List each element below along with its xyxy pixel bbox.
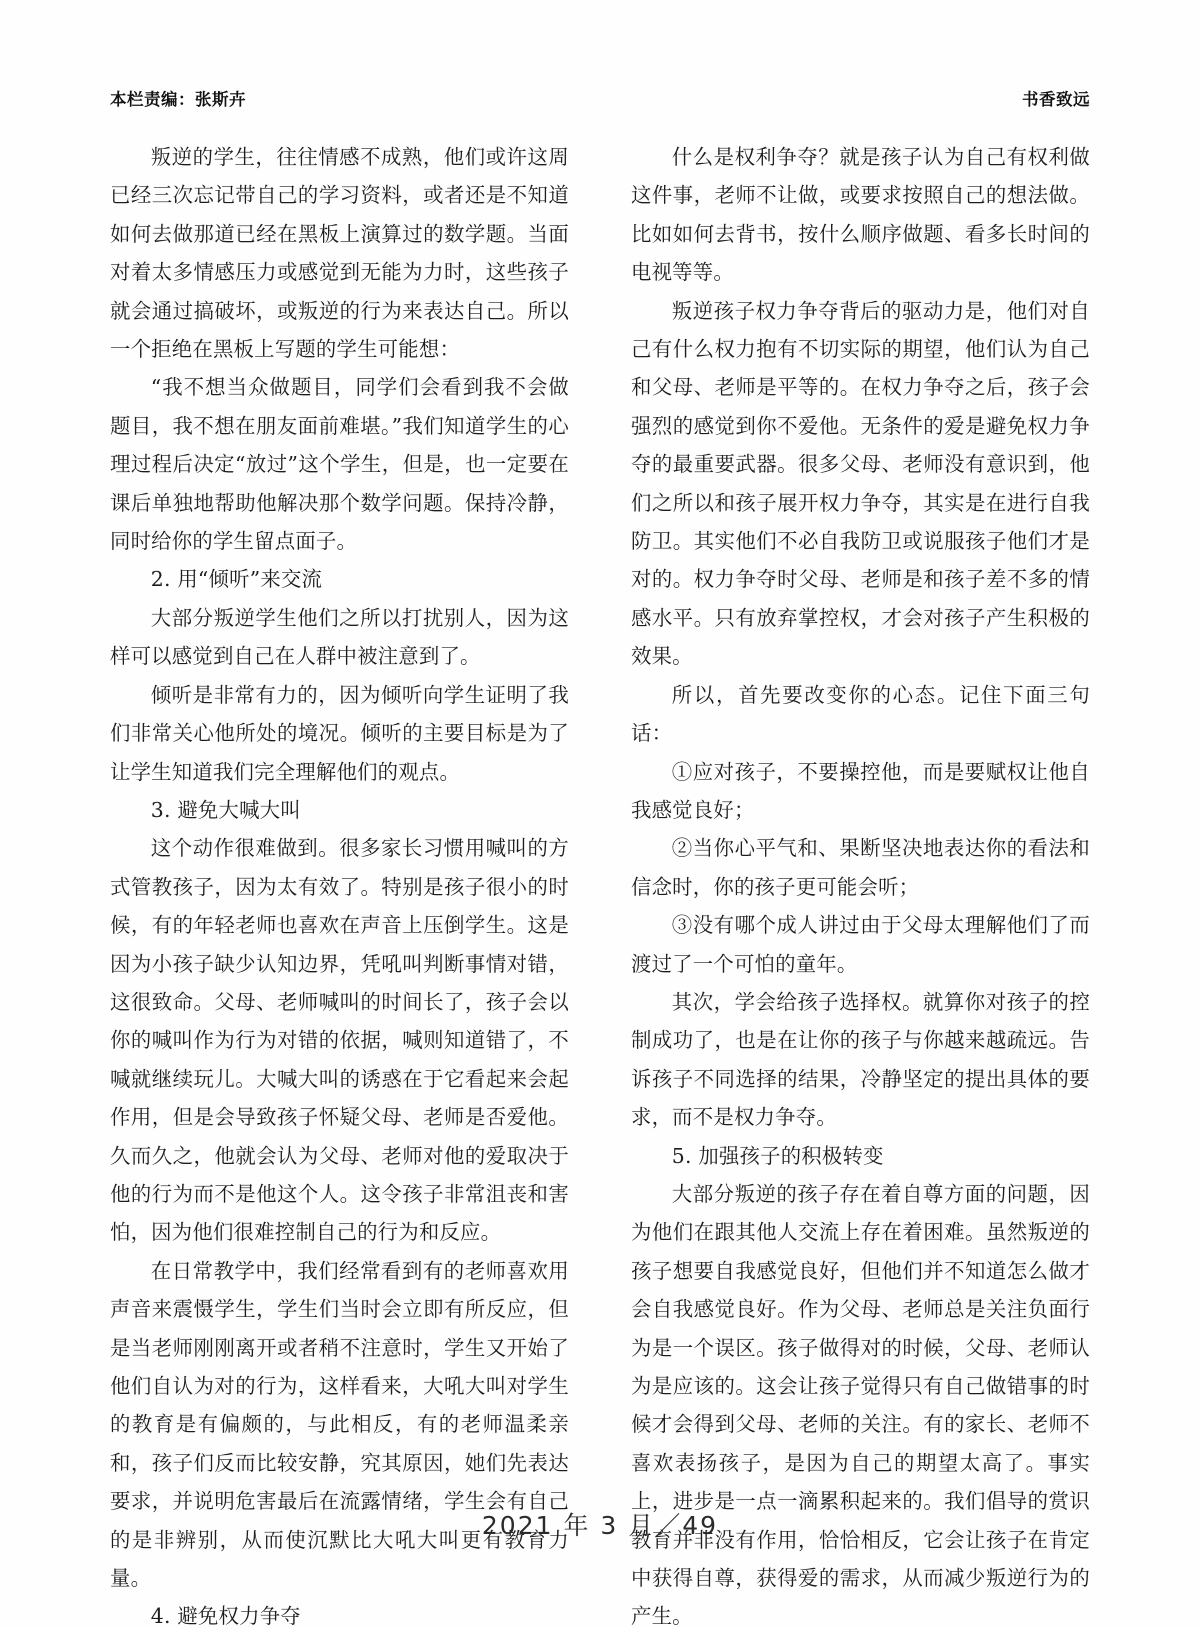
section-heading: 5. 加强孩子的积极转变 [671, 1143, 884, 1168]
running-head-section: 书香致远 [1022, 90, 1090, 109]
paragraph: 倾听是非常有力的，因为倾听向学生证明了我们非常关心他所处的境况。倾听的主要目标是为了让学生知道我们完全理解他们的观点。 [110, 682, 569, 784]
running-head-editor: 本栏责编：张斯卉 [110, 90, 246, 109]
list-item: ②当你心平气和、果断坚决地表达你的看法和信念时，你的孩子更可能会听； [631, 836, 1090, 899]
section-heading: 4. 避免权力争夺 [150, 1604, 301, 1629]
paragraph: 叛逆孩子权力争夺背后的驱动力是，他们对自己有什么权力抱有不切实际的期望，他们认为自己和父母、老师是平等的。在权力争夺之后，孩子会强烈的感觉到你不爱他。无条件的爱是避免权力争夺的最重要武器。很多父母、老师没有意识到，他们之所以和孩子展开权力争夺，其实是在进行自我防卫。其实他们不必自我防卫或说服孩子他们才是对的。权力争夺时父母、老师是和孩子差不多的情感水平。只有放弃掌控权，才会对孩子产生积极的效果。 [631, 298, 1090, 669]
left-column [110, 138, 569, 1629]
section-heading: 2. 用“倾听”来交流 [150, 567, 323, 592]
paragraph: 在日常教学中，我们经常看到有的老师喜欢用声音来震慑学生，学生们当时会立即有所反应，但是当老师刚刚离开或者稍不注意时，学生又开始了他们自认为对的行为，这样看来，大吼大叫对学生的教育是有偏颇的，与此相反，有的老师温柔亲和，孩子们反而比较安静，究其原因，她们先表达要求，并说明危害最后在流露情绪，学生会有自己的是非辨别，从而使沉默比大吼大叫更有教育力量。 [110, 1258, 569, 1591]
paragraph: 所以，首先要改变你的心态。记住下面三句话： [631, 682, 1090, 746]
paragraph: 这个动作很难做到。很多家长习惯用喊叫的方式管教孩子，因为太有效了。特别是孩子很小的时候，有的年轻老师也喜欢在声音上压倒学生。这是因为小孩子缺少认知边界，凭吼叫判断事情对错，这很致命。父母、老师喊叫的时间长了，孩子会以你的喊叫作为行为对错的依据，喊则知道错了，不喊就继续玩儿。大喊大叫的诱惑在于它看起来会起作用，但是会导致孩子怀疑父母、老师是否爱他。久而久之，他就会认为父母、老师对他的爱取决于他的行为而不是他这个人。这令孩子非常沮丧和害怕，因为他们很难控制自己的行为和反应。 [110, 836, 569, 1245]
page-footer: 2021 年 3 月／49 [481, 1511, 719, 1540]
list-item: ③没有哪个成人讲过由于父母太理解他们了而渡过了一个可怕的童年。 [631, 913, 1090, 976]
right-column [631, 138, 1090, 1629]
running-head [110, 84, 1090, 110]
paragraph: 大部分叛逆的孩子存在着自尊方面的问题，因为他们在跟其他人交流上存在着困难。虽然叛逆的孩子想要自我感觉良好，但他们并不知道怎么做才会自我感觉良好。作为父母、老师总是关注负面行为是一个误区。孩子做得对的时候，父母、老师认为是应该的。这会让孩子觉得只有自己做错事的时候才会得到父母、老师的关注。有的家长、老师不喜欢表扬孩子，是因为自己的期望太高了。事实上，进步是一点一滴累积起来的。我们倡导的赏识教育并非没有作用，恰恰相反，它会让孩子在肯定中获得自尊，获得爱的需求，从而减少叛逆行为的产生。 [631, 1181, 1090, 1629]
paragraph: 大部分叛逆学生他们之所以打扰别人，因为这样可以感觉到自己在人群中被注意到了。 [110, 605, 569, 669]
paragraph: 叛逆的学生，往往情感不成熟，他们或许这周已经三次忘记带自己的学习资料，或者还是不知道如何去做那道已经在黑板上演算过的数学题。当面对着太多情感压力或感觉到无能为力时，这些孩子就会通过搞破坏，或叛逆的行为来表达自己。所以一个拒绝在黑板上写题的学生可能想： [110, 145, 569, 362]
paragraph: 什么是权利争夺？就是孩子认为自己有权利做这件事，老师不让做，或要求按照自己的想法做。比如如何去背书，按什么顺序做题、看多长时间的电视等等。 [631, 145, 1090, 285]
list-item: ①应对孩子，不要操控他，而是要赋权让他自我感觉良好； [631, 759, 1090, 822]
paragraph: 其次，学会给孩子选择权。就算你对孩子的控制成功了，也是在让你的孩子与你越来越疏远。告诉孩子不同选择的结果，冷静坚定的提出具体的要求，而不是权力争夺。 [631, 989, 1090, 1130]
paragraph: “我不想当众做题目，同学们会看到我不会做题目，我不想在朋友面前难堪。”我们知道学生的心理过程后决定“放过”这个学生，但是，也一定要在课后单独地帮助他解决那个数学问题。保持冷静，同时给你的学生留点面子。 [110, 375, 569, 554]
section-heading: 3. 避免大喊大叫 [150, 797, 301, 822]
